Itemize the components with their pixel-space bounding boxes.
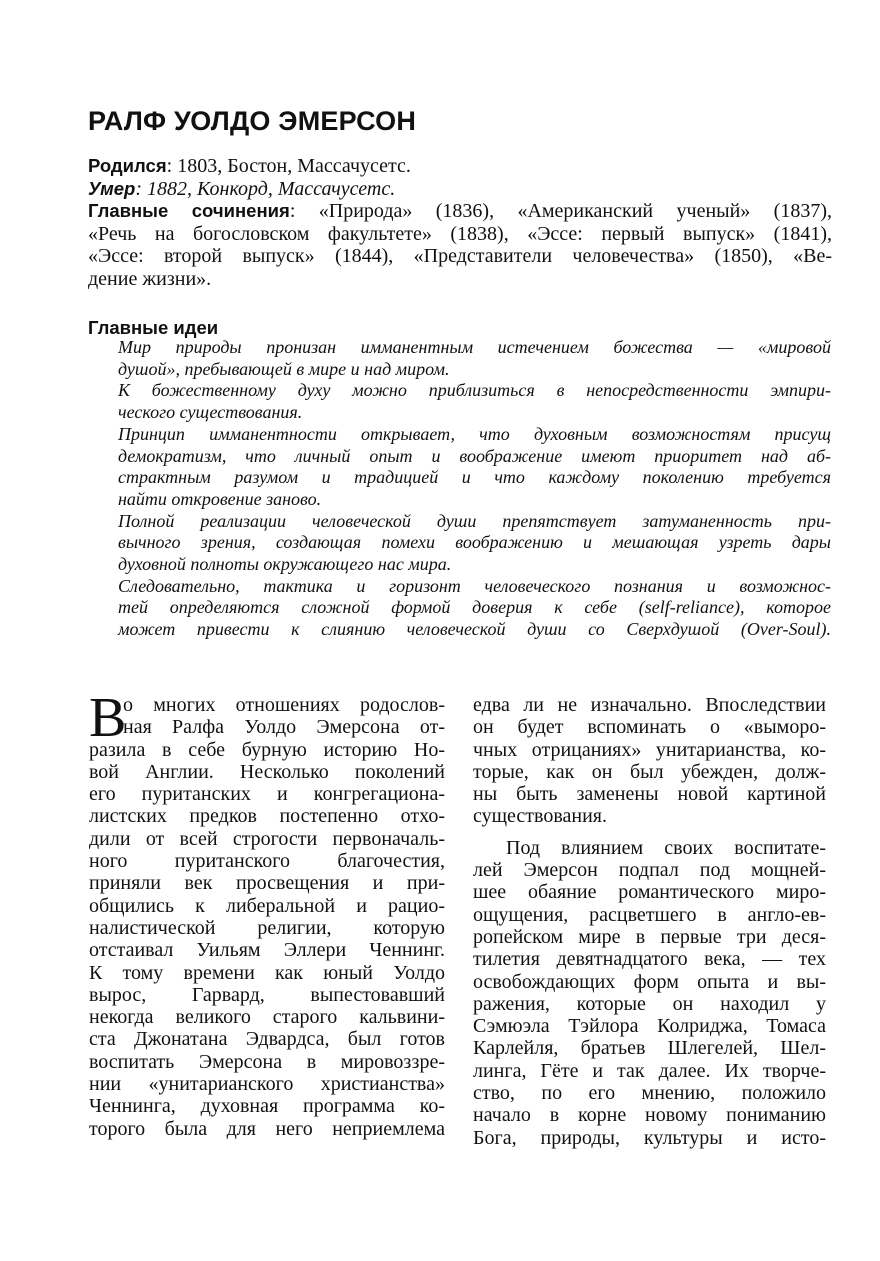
text-line: ощущения, расцветшего в англо-ев- <box>473 903 826 926</box>
idea-line: Мир природы пронизан имманентным истечением божества — «мировой <box>118 337 831 357</box>
text-line: лей Эмерсон подпал под мощней- <box>473 859 826 882</box>
text-line: шее обаяние романтического миро- <box>473 881 826 904</box>
text-line: дили от всей строгости первоначаль- <box>89 827 445 850</box>
text-line: Сэмюэла Тэйлора Колриджа, Томаса <box>473 1015 826 1038</box>
body-column-right <box>473 694 826 1149</box>
works-label: Главные сочинения <box>88 200 290 221</box>
idea-line: демократизм, что личный опыт и воображение имеют приоритет над аб- <box>118 445 831 466</box>
idea-line: К божественному духу можно приблизиться в непосредственности эмпири- <box>118 380 831 401</box>
text-line: торые, как он был убежден, долж- <box>473 760 826 783</box>
died-line <box>88 178 832 201</box>
text-line: приняли век просвещения и при- <box>89 872 445 895</box>
idea-line: может привести к слиянию человеческой души со Сверхдушой (Over-Soul). <box>118 619 831 640</box>
text-line: освобождающих форм опыта и вы- <box>473 970 826 993</box>
text-line: линга, Гёте и так далее. Их творче- <box>473 1059 826 1082</box>
text-line: ражения, которые он находил у <box>473 992 826 1015</box>
text-line: К тому времени как юный Уолдо <box>89 961 445 984</box>
text-line: ство, по его мнению, положило <box>473 1082 826 1105</box>
works-line: «Эссе: второй выпуск» (1844), «Представители человечества» (1850), «Ве- <box>88 245 832 267</box>
works-line: дение жизни». <box>88 267 212 290</box>
born-line <box>88 155 832 178</box>
text-line: вырос, Гарвард, выпестовавший <box>89 983 445 1006</box>
idea-line: ческого существования. <box>118 402 303 423</box>
drop-cap: В <box>89 687 127 749</box>
text-line: Ченнинга, духовная программа ко- <box>89 1095 445 1118</box>
text-line: о многих отношениях родослов- <box>123 694 445 716</box>
text-line: Карлейля, братьев Шлегелей, Шел- <box>473 1037 826 1060</box>
text-line: листских предков постепенно отхо- <box>89 805 445 828</box>
main-ideas-list <box>118 337 831 641</box>
idea-line: тей определяются сложной формой доверия к себе (self-reliance), которое <box>118 597 831 618</box>
idea-line: страктным разумом и традицией и что каждому поколению требуется <box>118 467 831 488</box>
text-line: воспитать Эмерсона в мировоззре- <box>89 1050 445 1073</box>
text-line: налистической религии, которую <box>89 916 445 939</box>
died-value: : 1882, Конкорд, Массачусетс. <box>135 177 396 200</box>
text-line: разила в себе бурную историю Но- <box>89 738 445 761</box>
text-line: вой Англии. Несколько поколений <box>89 760 445 783</box>
idea-line: вычного зрения, создающая помехи воображению и мешающая узреть дары <box>118 532 831 553</box>
idea-line: найти откровение заново. <box>118 488 322 509</box>
text-line: его пуританских и конгрегациона- <box>89 783 445 806</box>
idea-line: Принцип имманентности открывает, что духовным возможностям присущ <box>118 423 831 444</box>
text-line: ная Ралфа Уолдо Эмерсона от- <box>123 716 445 739</box>
born-label: Родился <box>88 155 167 176</box>
born-value: : 1803, Бостон, Массачусетс. <box>166 155 411 177</box>
works-text: : «Природа» (1836), «Американский ученый» (1837), <box>289 200 832 222</box>
text-line: торого была для него неприемлема <box>89 1117 445 1140</box>
text-line: ста Джонатана Эдвардса, был готов <box>89 1028 445 1051</box>
idea-line: Полной реализации человеческой души препятствует затуманенность при- <box>118 510 831 531</box>
text-line: начало в корне новому пониманию <box>473 1104 826 1127</box>
works-line <box>88 200 832 223</box>
text-line: он будет вспоминать о «выморо- <box>473 716 826 739</box>
body-column-left <box>89 687 445 1140</box>
text-line: ны быть заменены новой картиной <box>473 783 826 806</box>
page-title: РАЛФ УОЛДО ЭМЕРСОН <box>88 106 417 136</box>
text-line: едва ли не изначально. Впоследствии <box>473 694 826 716</box>
text-line: Бога, природы, культуры и исто- <box>473 1126 826 1149</box>
died-label: Умер <box>88 177 136 199</box>
text-line: нии «унитарианского христианства» <box>89 1073 445 1096</box>
text-line: отстаивал Уильям Эллери Ченнинг. <box>89 939 445 962</box>
text-line: Под влиянием своих воспитате- <box>506 836 826 859</box>
text-line: ного пуританского благочестия, <box>89 850 445 873</box>
works-line: «Речь на богословском факультете» (1838), «Эссе: первый выпуск» (1841), <box>88 222 832 245</box>
text-line: чных отрицаниях» унитарианства, ко- <box>473 738 826 761</box>
text-line: существования. <box>473 805 607 828</box>
text-line: ропейском мире в первые три деся- <box>473 925 826 948</box>
idea-line: душой», пребывающей в мире и над миром. <box>118 358 450 379</box>
text-line: тилетия девятнадцатого века, — тех <box>473 948 826 971</box>
text-line: некогда великого старого кальвини- <box>89 1006 445 1029</box>
text-line: общились к либеральной и рацио- <box>89 894 445 917</box>
idea-line: Следовательно, тактика и горизонт человеческого познания и возможнос- <box>118 575 831 596</box>
idea-line: духовной полноты окружающего нас мира. <box>118 554 452 575</box>
main-ideas-heading: Главные идеи <box>88 317 219 338</box>
biography-facts <box>88 155 832 290</box>
